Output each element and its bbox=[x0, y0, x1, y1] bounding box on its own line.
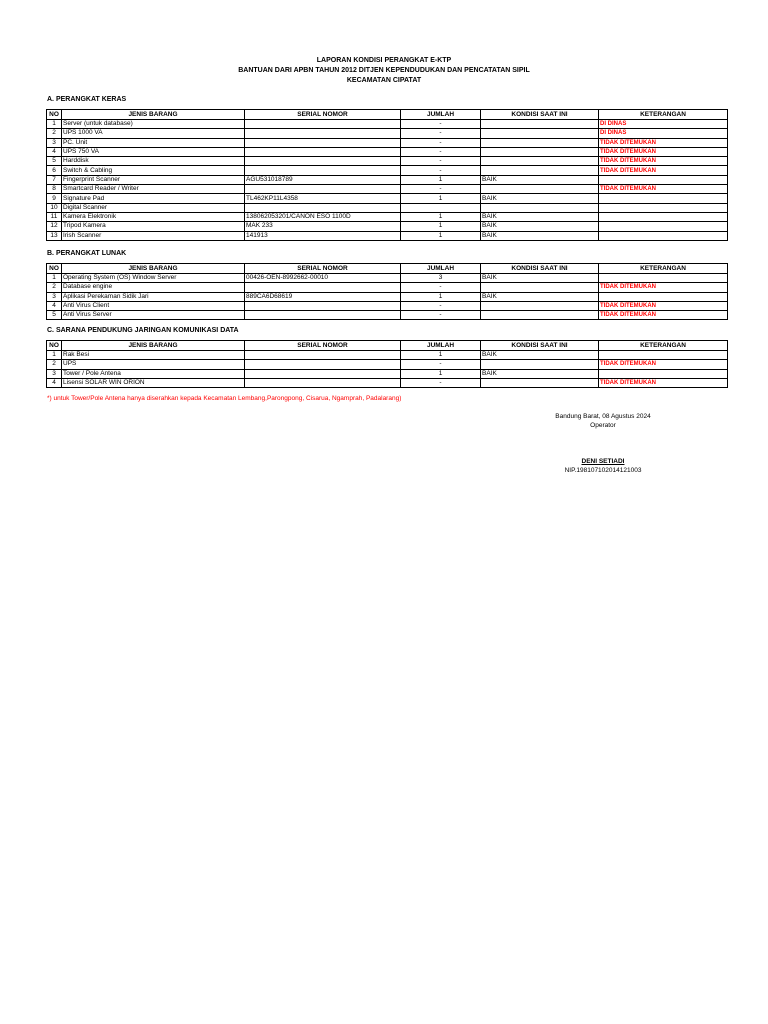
table-row bbox=[47, 222, 728, 231]
cell-kondisi: BAIK bbox=[481, 274, 599, 283]
cell-serial-nomor bbox=[245, 311, 401, 320]
cell-jumlah: - bbox=[401, 120, 481, 129]
header-no: NO bbox=[47, 110, 62, 120]
cell-kondisi: BAIK bbox=[481, 194, 599, 203]
cell-serial-nomor bbox=[245, 203, 401, 212]
section-a-title: A. PERANGKAT KERAS bbox=[47, 96, 127, 103]
cell-keterangan: DI DINAS bbox=[599, 129, 728, 138]
cell-keterangan bbox=[599, 274, 728, 283]
table-row bbox=[47, 120, 728, 129]
header-kondisi: KONDISI SAAT INI bbox=[481, 110, 599, 120]
cell-jenis-barang: Anti Virus Server bbox=[62, 311, 245, 320]
cell-no: 8 bbox=[47, 185, 62, 194]
table-row bbox=[47, 157, 728, 166]
cell-keterangan: TIDAK DITEMUKAN bbox=[599, 311, 728, 320]
cell-no: 1 bbox=[47, 274, 62, 283]
cell-kondisi: BAIK bbox=[481, 351, 599, 360]
cell-serial-nomor: 889CA6D68619 bbox=[245, 292, 401, 301]
cell-keterangan: TIDAK DITEMUKAN bbox=[599, 185, 728, 194]
header-kondisi: KONDISI SAAT INI bbox=[481, 264, 599, 274]
report-title: LAPORAN KONDISI PERANGKAT E-KTP bbox=[316, 57, 452, 64]
table-row bbox=[47, 194, 728, 203]
cell-jumlah: - bbox=[401, 185, 481, 194]
header-jumlah: JUMLAH bbox=[401, 341, 481, 351]
cell-kondisi bbox=[481, 166, 599, 175]
cell-serial-nomor bbox=[245, 283, 401, 292]
cell-jumlah: - bbox=[401, 378, 481, 387]
cell-jenis-barang: Irish Scanner bbox=[62, 231, 245, 240]
section-c-title: C. SARANA PENDUKUNG JARINGAN KOMUNIKASI DATA bbox=[47, 327, 239, 334]
table-row bbox=[47, 283, 728, 292]
cell-no: 3 bbox=[47, 292, 62, 301]
header-jumlah: JUMLAH bbox=[401, 110, 481, 120]
cell-no: 4 bbox=[47, 378, 62, 387]
cell-jenis-barang: Fingerprint Scanner bbox=[62, 175, 245, 184]
cell-no: 2 bbox=[47, 360, 62, 369]
cell-no: 5 bbox=[47, 157, 62, 166]
cell-jumlah: 1 bbox=[401, 231, 481, 240]
cell-no: 6 bbox=[47, 166, 62, 175]
table-header-row bbox=[47, 264, 728, 274]
section-a-table bbox=[46, 109, 728, 241]
cell-kondisi: BAIK bbox=[481, 369, 599, 378]
header-no: NO bbox=[47, 341, 62, 351]
report-subtitle: BANTUAN DARI APBN TAHUN 2012 DITJEN KEPENDUDUKAN DAN PENCATATAN SIPIL bbox=[238, 67, 530, 74]
cell-no: 1 bbox=[47, 351, 62, 360]
cell-no: 3 bbox=[47, 138, 62, 147]
cell-serial-nomor: MAK 233 bbox=[245, 222, 401, 231]
signature-role: Operator bbox=[590, 422, 616, 429]
cell-kondisi bbox=[481, 185, 599, 194]
cell-jumlah: 1 bbox=[401, 194, 481, 203]
signature-nip: NIP.198107102014121003 bbox=[564, 467, 642, 474]
cell-jenis-barang: Signature Pad bbox=[62, 194, 245, 203]
cell-keterangan bbox=[599, 231, 728, 240]
cell-no: 13 bbox=[47, 231, 62, 240]
cell-jenis-barang: Smartcard Reader / Writer bbox=[62, 185, 245, 194]
cell-serial-nomor bbox=[245, 138, 401, 147]
cell-kondisi bbox=[481, 147, 599, 156]
cell-jumlah: - bbox=[401, 311, 481, 320]
cell-jumlah: - bbox=[401, 147, 481, 156]
cell-serial-nomor: AGU531018789 bbox=[245, 175, 401, 184]
cell-no: 12 bbox=[47, 222, 62, 231]
table-row bbox=[47, 369, 728, 378]
table-row bbox=[47, 203, 728, 212]
cell-kondisi bbox=[481, 138, 599, 147]
header-jumlah: JUMLAH bbox=[401, 264, 481, 274]
cell-no: 2 bbox=[47, 283, 62, 292]
cell-kondisi bbox=[481, 378, 599, 387]
cell-serial-nomor bbox=[245, 185, 401, 194]
cell-jumlah: - bbox=[401, 157, 481, 166]
cell-keterangan bbox=[599, 175, 728, 184]
cell-kondisi bbox=[481, 203, 599, 212]
cell-serial-nomor bbox=[245, 378, 401, 387]
cell-keterangan bbox=[599, 351, 728, 360]
header-jenis-barang: JENIS BARANG bbox=[62, 264, 245, 274]
cell-no: 2 bbox=[47, 129, 62, 138]
table-header-row bbox=[47, 341, 728, 351]
table-row bbox=[47, 138, 728, 147]
cell-jenis-barang: Lisensi SOLAR WIN ORION bbox=[62, 378, 245, 387]
cell-serial-nomor: TL462KP11L4358 bbox=[245, 194, 401, 203]
cell-keterangan bbox=[599, 212, 728, 221]
cell-keterangan bbox=[599, 222, 728, 231]
cell-serial-nomor bbox=[245, 157, 401, 166]
cell-keterangan: TIDAK DITEMUKAN bbox=[599, 283, 728, 292]
cell-jumlah: - bbox=[401, 360, 481, 369]
cell-kondisi bbox=[481, 283, 599, 292]
cell-kondisi: BAIK bbox=[481, 212, 599, 221]
cell-jumlah: - bbox=[401, 138, 481, 147]
header-no: NO bbox=[47, 264, 62, 274]
cell-jenis-barang: UPS 1000 VA bbox=[62, 129, 245, 138]
table-row bbox=[47, 311, 728, 320]
section-b-table bbox=[46, 263, 728, 320]
cell-jenis-barang: Operating System (OS) Window Server bbox=[62, 274, 245, 283]
cell-serial-nomor bbox=[245, 120, 401, 129]
cell-kondisi bbox=[481, 157, 599, 166]
table-row bbox=[47, 301, 728, 310]
cell-no: 10 bbox=[47, 203, 62, 212]
table-row bbox=[47, 274, 728, 283]
cell-no: 3 bbox=[47, 369, 62, 378]
cell-jumlah: - bbox=[401, 129, 481, 138]
cell-jumlah: 1 bbox=[401, 212, 481, 221]
cell-jenis-barang: Kamera Elektronik bbox=[62, 212, 245, 221]
cell-jumlah: 1 bbox=[401, 292, 481, 301]
cell-kondisi: BAIK bbox=[481, 231, 599, 240]
cell-keterangan: TIDAK DITEMUKAN bbox=[599, 301, 728, 310]
cell-jumlah: 1 bbox=[401, 175, 481, 184]
footnote: *) untuk Tower/Pole Antena hanya diserahkan kepada Kecamatan Lembang,Parongpong, Cisarua, Ngamprah, Padalarang) bbox=[47, 395, 402, 402]
cell-jenis-barang: Database engine bbox=[62, 283, 245, 292]
header-kondisi: KONDISI SAAT INI bbox=[481, 341, 599, 351]
cell-jenis-barang: UPS 750 VA bbox=[62, 147, 245, 156]
cell-jenis-barang: Aplikasi Perekaman Sidik Jari bbox=[62, 292, 245, 301]
cell-keterangan: TIDAK DITEMUKAN bbox=[599, 378, 728, 387]
cell-kondisi: BAIK bbox=[481, 292, 599, 301]
table-row bbox=[47, 231, 728, 240]
cell-jenis-barang: Tripod Kamera bbox=[62, 222, 245, 231]
table-row bbox=[47, 129, 728, 138]
cell-keterangan bbox=[599, 194, 728, 203]
cell-keterangan: DI DINAS bbox=[599, 120, 728, 129]
cell-keterangan: TIDAK DITEMUKAN bbox=[599, 147, 728, 156]
cell-serial-nomor bbox=[245, 360, 401, 369]
cell-serial-nomor: 141913 bbox=[245, 231, 401, 240]
cell-no: 1 bbox=[47, 120, 62, 129]
cell-kondisi: BAIK bbox=[481, 222, 599, 231]
cell-jumlah bbox=[401, 203, 481, 212]
section-b-title: B. PERANGKAT LUNAK bbox=[47, 250, 127, 257]
header-serial-nomor: SERIAL NOMOR bbox=[245, 264, 401, 274]
header-serial-nomor: SERIAL NOMOR bbox=[245, 110, 401, 120]
table-row bbox=[47, 147, 728, 156]
cell-keterangan: TIDAK DITEMUKAN bbox=[599, 360, 728, 369]
signature-place-date: Bandung Barat, 08 Agustus 2024 bbox=[555, 413, 651, 420]
cell-serial-nomor: 00426-OEN-8992662-00010 bbox=[245, 274, 401, 283]
cell-jenis-barang: Digital Scanner bbox=[62, 203, 245, 212]
cell-jumlah: - bbox=[401, 283, 481, 292]
table-row bbox=[47, 351, 728, 360]
cell-jenis-barang: Anti Virus Client bbox=[62, 301, 245, 310]
cell-no: 11 bbox=[47, 212, 62, 221]
header-keterangan: KETERANGAN bbox=[599, 110, 728, 120]
cell-serial-nomor bbox=[245, 301, 401, 310]
header-serial-nomor: SERIAL NOMOR bbox=[245, 341, 401, 351]
table-row bbox=[47, 292, 728, 301]
cell-no: 4 bbox=[47, 147, 62, 156]
cell-no: 4 bbox=[47, 301, 62, 310]
table-row bbox=[47, 212, 728, 221]
cell-kondisi bbox=[481, 129, 599, 138]
section-c-table bbox=[46, 340, 728, 388]
cell-no: 5 bbox=[47, 311, 62, 320]
cell-jumlah: 1 bbox=[401, 222, 481, 231]
signature-name: DENI SETIADI bbox=[581, 458, 625, 465]
cell-jumlah: 1 bbox=[401, 369, 481, 378]
cell-jenis-barang: Harddisk bbox=[62, 157, 245, 166]
cell-jumlah: - bbox=[401, 166, 481, 175]
table-row bbox=[47, 175, 728, 184]
cell-serial-nomor bbox=[245, 369, 401, 378]
cell-no: 7 bbox=[47, 175, 62, 184]
cell-keterangan: TIDAK DITEMUKAN bbox=[599, 138, 728, 147]
cell-kondisi bbox=[481, 120, 599, 129]
cell-keterangan: TIDAK DITEMUKAN bbox=[599, 166, 728, 175]
table-row bbox=[47, 166, 728, 175]
cell-keterangan bbox=[599, 203, 728, 212]
cell-keterangan bbox=[599, 292, 728, 301]
header-jenis-barang: JENIS BARANG bbox=[62, 110, 245, 120]
cell-jenis-barang: Server (untuk database) bbox=[62, 120, 245, 129]
cell-kondisi bbox=[481, 311, 599, 320]
cell-keterangan: TIDAK DITEMUKAN bbox=[599, 157, 728, 166]
cell-serial-nomor bbox=[245, 351, 401, 360]
cell-jenis-barang: Switch & Cabling bbox=[62, 166, 245, 175]
cell-jenis-barang: Rak Besi bbox=[62, 351, 245, 360]
header-jenis-barang: JENIS BARANG bbox=[62, 341, 245, 351]
cell-jumlah: - bbox=[401, 301, 481, 310]
cell-jumlah: 3 bbox=[401, 274, 481, 283]
cell-kondisi bbox=[481, 360, 599, 369]
header-keterangan: KETERANGAN bbox=[599, 341, 728, 351]
cell-jenis-barang: PC. Unit bbox=[62, 138, 245, 147]
table-row bbox=[47, 378, 728, 387]
report-district: KECAMATAN CIPATAT bbox=[346, 77, 422, 84]
cell-serial-nomor bbox=[245, 166, 401, 175]
cell-serial-nomor: 138062053201/CANON ESO 1100D bbox=[245, 212, 401, 221]
table-row bbox=[47, 185, 728, 194]
table-row bbox=[47, 360, 728, 369]
table-header-row bbox=[47, 110, 728, 120]
header-keterangan: KETERANGAN bbox=[599, 264, 728, 274]
cell-serial-nomor bbox=[245, 129, 401, 138]
cell-jenis-barang: UPS bbox=[62, 360, 245, 369]
cell-jenis-barang: Tower / Pole Antena bbox=[62, 369, 245, 378]
cell-kondisi bbox=[481, 301, 599, 310]
cell-kondisi: BAIK bbox=[481, 175, 599, 184]
cell-keterangan bbox=[599, 369, 728, 378]
cell-jumlah: 1 bbox=[401, 351, 481, 360]
cell-no: 9 bbox=[47, 194, 62, 203]
cell-serial-nomor bbox=[245, 147, 401, 156]
